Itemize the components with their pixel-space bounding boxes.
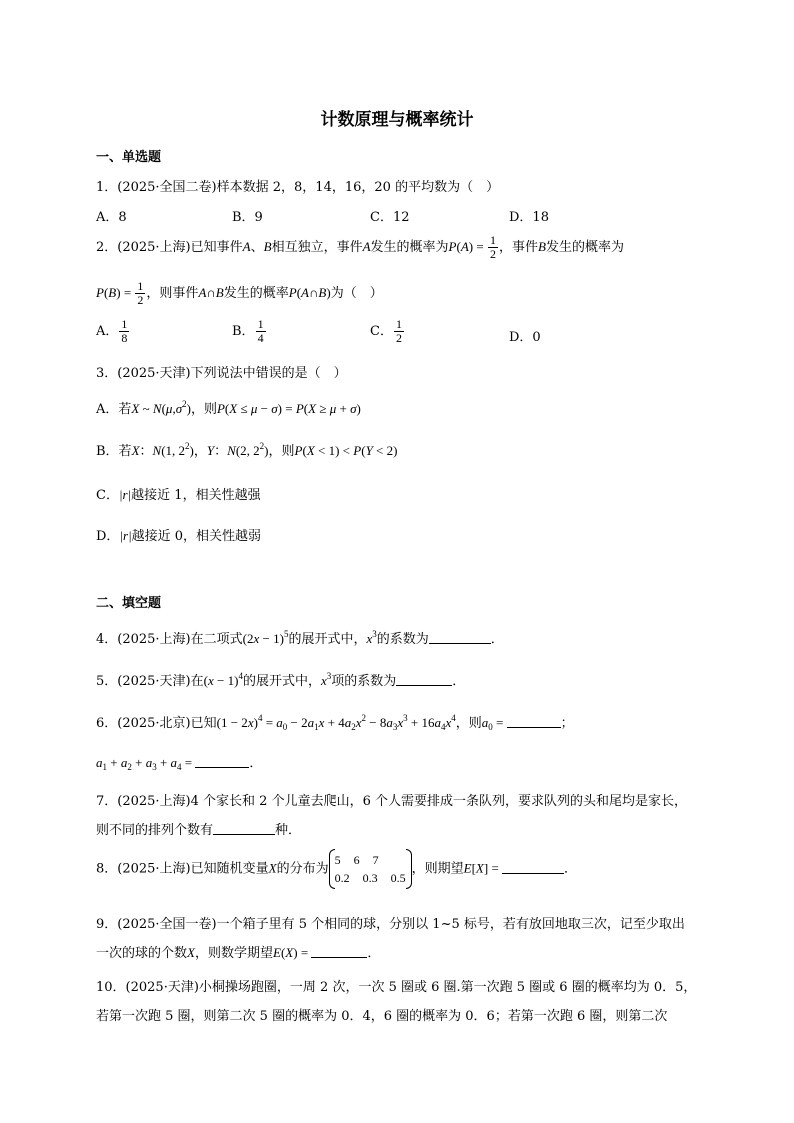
- question-3-stem: 3．(2025·天津)下列说法中错误的是（ ）: [96, 366, 347, 381]
- question-2-stem-line2: P(B) = $\frac{1}{2}$ ，则事件A∩B发生的概率P(A∩B)为（ ）: [96, 279, 383, 307]
- answer-blank[interactable]: [195, 755, 249, 768]
- q1-option-c: C．12: [370, 210, 410, 225]
- q2-option-b: B． $\frac{1}{4}$: [232, 317, 264, 345]
- q3-option-d: D．|r|越接近 0，相关性越弱: [96, 528, 262, 544]
- question-6-line1: 6．(2025·北京)已知$(1 - 2x)^4 = a_0 - 2a_1x + 4a_2x^2 - 8a_3x^3 + 16a_4x^4$，则$a_0$ = ；: [96, 713, 574, 732]
- section-heading-fill-in: 二、填空题: [96, 596, 162, 611]
- question-10-line2: 若第一次跑 5 圈，则第二次 5 圈的概率为 0．4，6 圈的概率为 0．6；若第一次跑 6 圈，则第二次: [96, 1009, 668, 1024]
- answer-blank[interactable]: [311, 945, 367, 958]
- answer-blank[interactable]: [429, 631, 491, 644]
- answer-blank[interactable]: [507, 715, 561, 728]
- question-10-line1: 10．(2025·天津)小桐操场跑圈，一周 2 次，一次 5 圈或 6 圈.第一次跑 5 圈或 6 圈的概率均为 0．5，: [96, 980, 697, 995]
- question-6-line2: $a_1 + a_2 + a_3 + a_4$ = ．: [96, 755, 263, 772]
- q3-option-c: C．|r|越接近 1，相关性越强: [96, 487, 261, 503]
- q1-option-d: D．18: [509, 210, 549, 225]
- question-8: 8．(2025·上海)已知随机变量X的分布为 5 6 7 0.2 0.3 0.5 ，则期望E[X] = ．: [96, 853, 578, 885]
- question-2-stem-line1: 2．(2025·上海)已知事件A、B相互独立，事件A发生的概率为P(A) = $\frac{1}{2}$ ，事件B发生的概率为: [96, 233, 624, 261]
- answer-blank[interactable]: [502, 861, 564, 874]
- question-1-stem: 1．(2025·全国二卷)样本数据 2，8，14，16，20 的平均数为（ ）: [96, 180, 500, 195]
- answer-blank[interactable]: [396, 673, 452, 686]
- q2-option-d: D．0: [509, 330, 541, 345]
- question-7-line1: 7．(2025·上海)4 个家长和 2 个儿童去爬山，6 个人需要排成一条队列，要求队列的头和尾均是家长，: [96, 794, 687, 809]
- q2-option-c: C． $\frac{1}{2}$: [370, 317, 402, 345]
- fraction-one-half: $\frac{1}{2}$: [137, 279, 144, 307]
- q1-option-a: A．8: [96, 210, 127, 225]
- q1-option-b: B．9: [232, 210, 263, 225]
- answer-blank[interactable]: [213, 822, 275, 835]
- question-7-line2: 则不同的排列个数有 种．: [96, 823, 302, 838]
- question-9-line1: 9．(2025·全国一卷)一个箱子里有 5 个相同的球，分别以 1~5 标号，若有放回地取三次，记至少取出: [96, 917, 685, 932]
- section-heading-single-choice: 一、单选题: [96, 150, 162, 165]
- distribution-matrix: 5 6 7 0.2 0.3 0.5: [329, 851, 412, 887]
- fraction-one-half: $\frac{1}{2}$: [489, 233, 496, 261]
- q3-option-a: A．若X ~ $N(\mu,\sigma^2)$，则P(X ≤ μ − σ) = P(X ≥ μ + σ): [96, 399, 361, 417]
- question-4: 4．(2025·上海)在二项式$(2x - 1)^5$的展开式中，$x^3$的系数为 ．: [96, 629, 504, 647]
- question-9-line2: 一次的球的个数X，则数学期望E(X) = ．: [96, 945, 381, 961]
- q3-option-b: B．若X：N(1, $2^2$)，Y：N(2, $2^2$)，则P(X < 1) < P(Y < 2): [96, 441, 398, 459]
- page-title: 计数原理与概率统计: [320, 110, 474, 130]
- question-5: 5．(2025·天津)在$(x - 1)^4$的展开式中，$x^3$项的系数为 ．: [96, 671, 466, 689]
- q2-option-a: A． $\frac{1}{8}$: [96, 317, 128, 345]
